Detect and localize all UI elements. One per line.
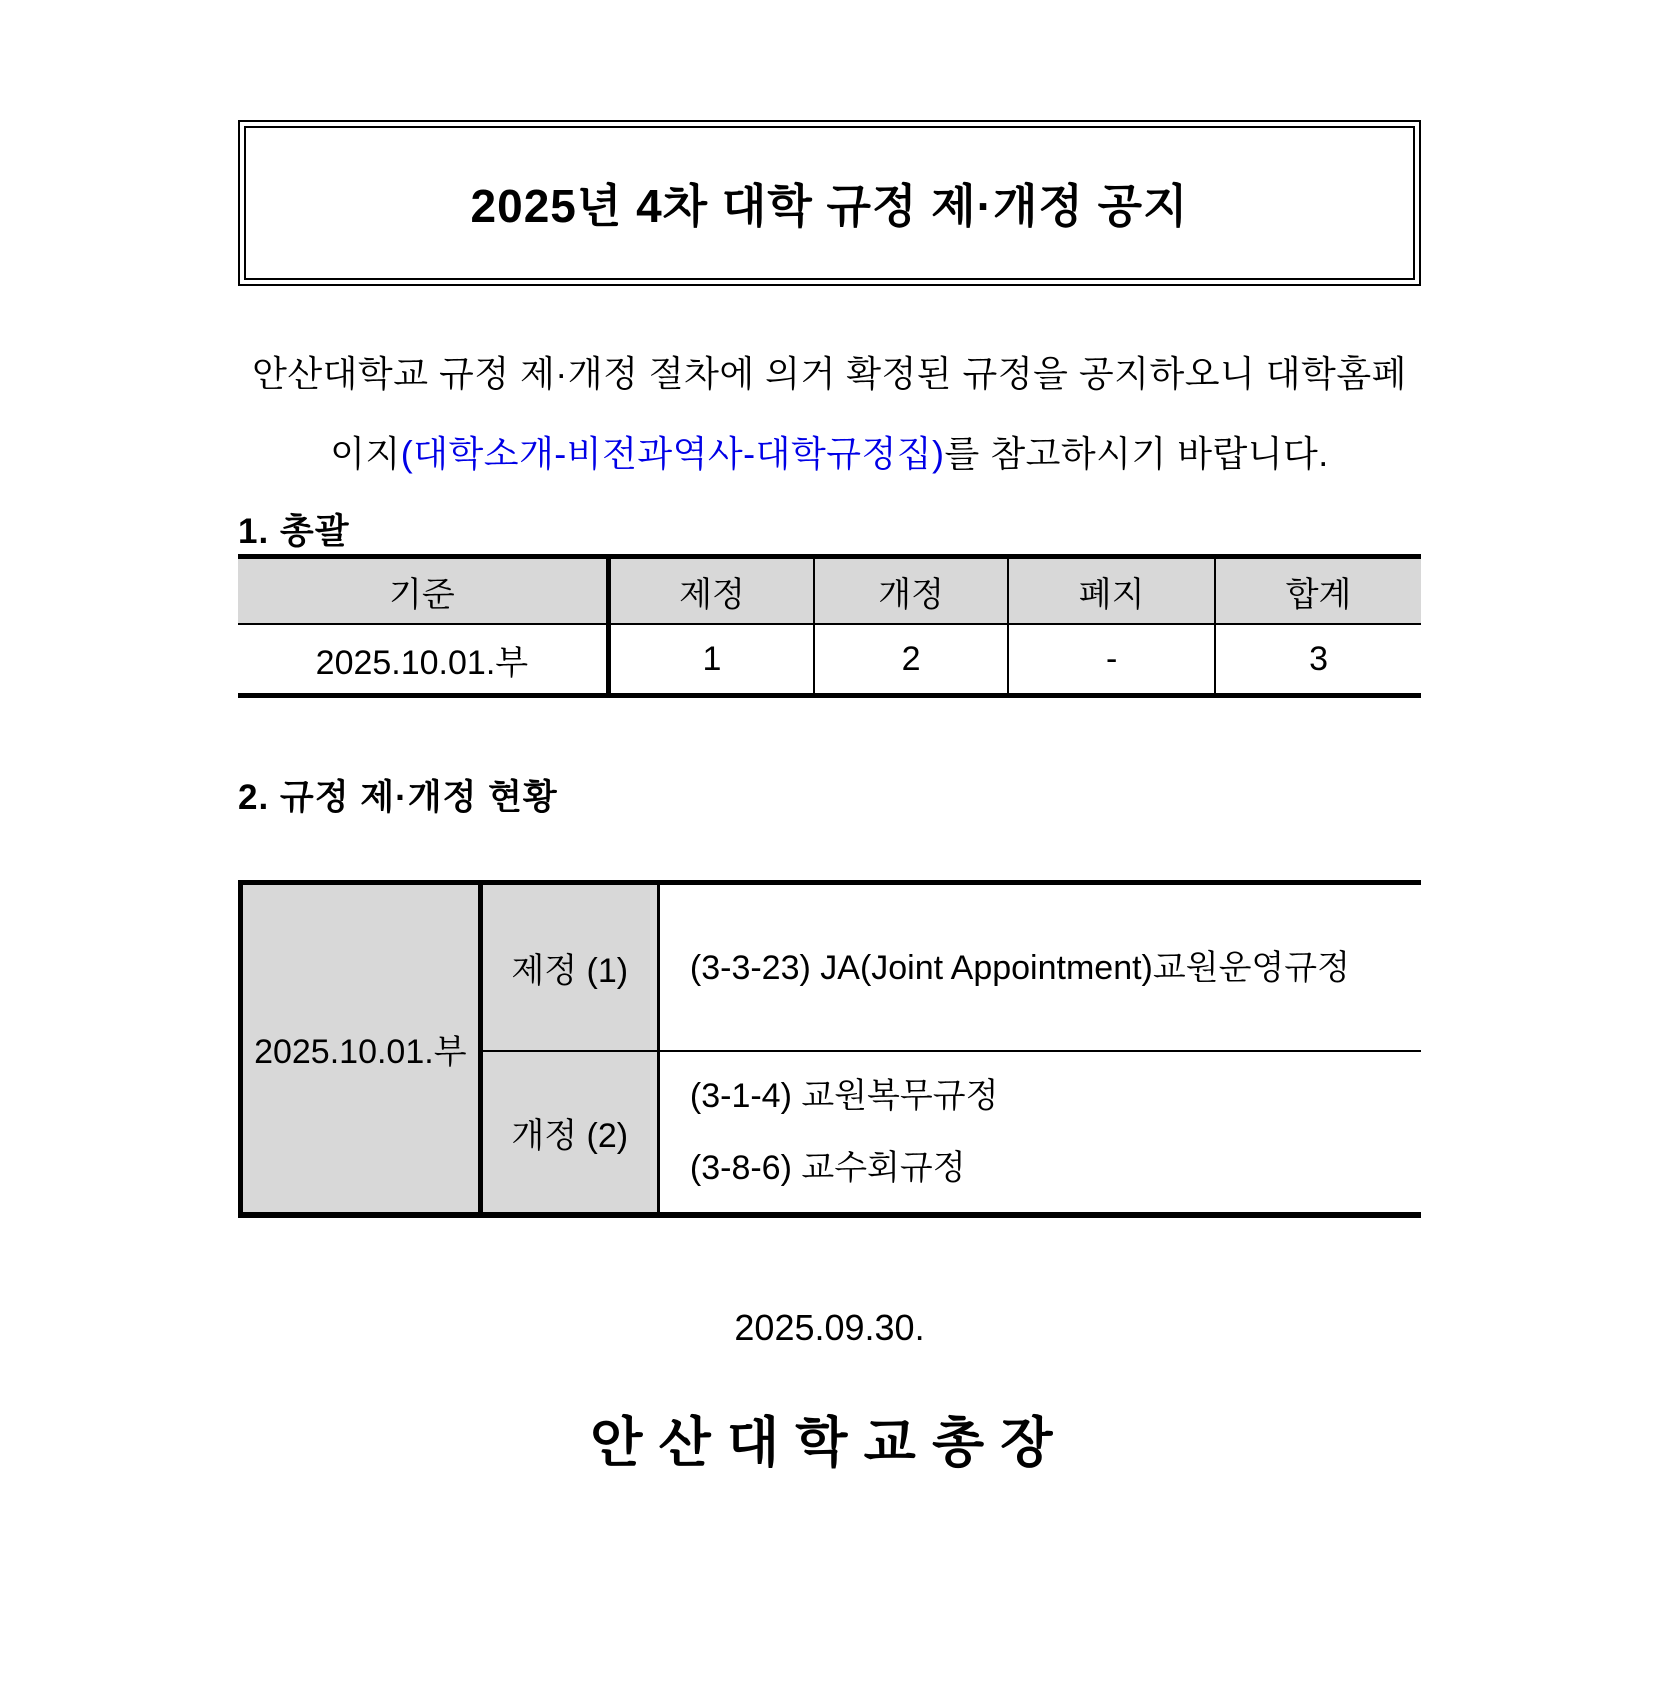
intro-text-after-link: 를 참고하시기 바랍니다.: [944, 433, 1329, 474]
overview-header-row: [238, 557, 1421, 625]
overview-data-row: [238, 624, 1421, 696]
status-table: [238, 880, 1421, 1218]
cell-status-effective-date: 2025.10.01.부: [241, 883, 481, 1216]
overview-table: [238, 554, 1421, 698]
regulation-collection-path-text: (대학소개-비전과역사-대학규정집): [400, 433, 945, 474]
status-row-enacted: [241, 883, 1422, 1052]
section-status-heading: 2. 규정 제·개정 현황: [238, 778, 558, 817]
cell-effective-date: 2025.10.01.부: [238, 624, 608, 696]
regulation-item: (3-8-6) 교수회규정: [689, 1149, 966, 1187]
document-content: [238, 0, 1421, 1478]
intro-paragraph: [250, 334, 1410, 494]
column-header-enacted: 제정: [608, 557, 814, 625]
signature-president: 안산대학교총장: [590, 1413, 1069, 1473]
intro-text-before-link: 안산대학교 규정 제·개정 절차에 의거 확정된 규정을 공지하오니 대학홈페이지: [252, 353, 1407, 474]
regulation-item: (3-1-4) 교원복무규정: [689, 1077, 999, 1115]
cell-enacted-regulations: [658, 883, 1421, 1052]
column-header-abolished: 폐지: [1008, 557, 1215, 625]
column-header-revised: 개정: [814, 557, 1008, 625]
column-header-total: 합계: [1215, 557, 1421, 625]
issue-date: 2025.09.30.: [734, 1307, 925, 1348]
cell-revised-label: 개정 (2): [480, 1051, 658, 1215]
cell-enacted-label: 제정 (1): [480, 883, 658, 1052]
title-box: [238, 120, 1421, 286]
document-title: 2025년 4차 대학 규정 제·개정 공지: [470, 180, 1189, 232]
column-header-standard: 기준: [238, 557, 608, 625]
cell-total-count: 3: [1215, 624, 1421, 696]
cell-revised-count: 2: [814, 624, 1008, 696]
regulation-item: (3-3-23) JA(Joint Appointment)교원운영규정: [689, 948, 1350, 987]
section-overview-heading: 1. 총괄: [238, 512, 350, 551]
cell-revised-regulations: [658, 1051, 1421, 1215]
cell-abolished-count: -: [1008, 624, 1215, 696]
title-box-inner-border: [244, 126, 1415, 280]
cell-enacted-count: 1: [608, 624, 814, 696]
